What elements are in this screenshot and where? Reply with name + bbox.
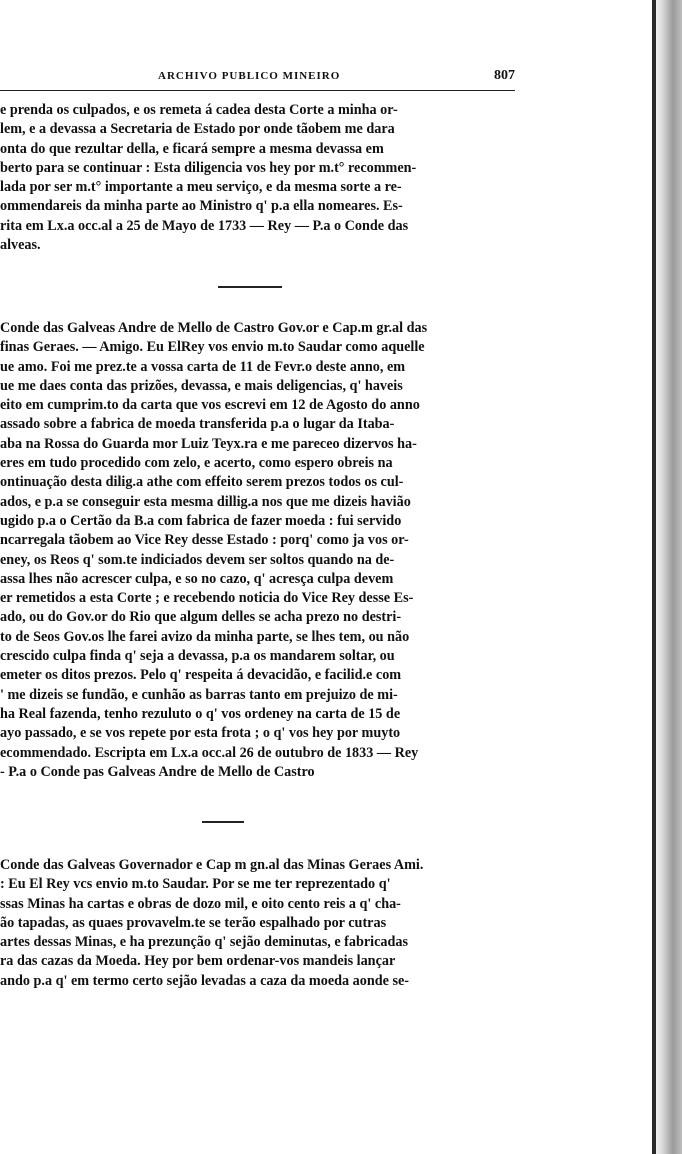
text-line: artes dessas Minas, e ha prezunção q' sejão deminutas, e fabricadas: [0, 934, 409, 951]
running-title: ARCHIVO PUBLICO MINEIRO: [158, 70, 341, 82]
text-line: ommendareis da minha parte ao Ministro q' p.a ella nomeares. Es-: [0, 198, 403, 215]
header-rule: [0, 90, 515, 91]
text-line: lada por ser m.t° importante a meu serviço, e da mesma sorte a re-: [0, 179, 402, 196]
text-line: ncarregala tãobem ao Vice Rey desse Estado : porq' como ja vos or-: [0, 532, 409, 549]
text-line: finas Geraes. — Amigo. Eu ElRey vos envio m.to Saudar como aquelle: [0, 339, 425, 356]
text-line: emeter os ditos prezos. Pelo q' respeita á devacidão, e facilid.e com: [0, 667, 402, 684]
text-line: to de Seos Gov.os lhe farei avizo da minha parte, se lhes tem, ou não: [0, 628, 410, 645]
page-number: 807: [494, 68, 515, 83]
text-line: Conde das Galveas Governador e Cap m gn.al das Minas Geraes Ami.: [0, 857, 424, 873]
section-separator: [202, 821, 244, 823]
text-line: ue me daes conta das prizões, devassa, e mais deligencias, q' haveis: [0, 377, 403, 394]
text-line: lem, e a devassa a Secretaria de Estado por onde tãobem me dara: [0, 121, 395, 138]
letter-paragraph-2: [0, 319, 516, 782]
text-line: rita em Lx.a occ.al a 25 de Mayo de 1733 — Rey — P.a o Conde das: [0, 217, 409, 234]
text-line: ado, ou do Gov.or do Rio que algum delles se acha prezo no destri-: [0, 609, 402, 626]
text-line: ados, e p.a se conseguir esta mesma dillig.a nos que me dizeis havião: [0, 493, 411, 510]
page-header: [0, 70, 515, 86]
page-edge-line: [652, 0, 656, 1154]
text-line: e prenda os culpados, e os remeta á cadea desta Corte a minha or-: [0, 102, 398, 118]
text-line: eres em tudo procedido com zelo, e acerto, como espero obreis na: [0, 455, 393, 472]
text-line: alveas.: [0, 237, 41, 254]
letter-paragraph-3: [0, 856, 516, 991]
text-line: eito em cumprim.to da carta que vos escrevi em 12 de Agosto do anno: [0, 397, 420, 414]
text-line: crescido culpa finda q' seja a devassa, p.a os mandarem soltar, ou: [0, 648, 395, 665]
text-line: assado sobre a fabrica de moeda transferida p.a o lugar da Itaba-: [0, 416, 395, 433]
text-line: : Eu El Rey vcs envio m.to Saudar. Por se me ter reprezentado q': [0, 876, 391, 893]
text-line: ha Real fazenda, tenho rezuluto o q' vos ordeney na carta de 15 de: [0, 705, 401, 722]
text-line: ra das cazas da Moeda. Hey por bem ordenar-vos mandeis lançar: [0, 953, 396, 970]
text-line: aba na Rossa do Guarda mor Luiz Teyx.ra e me pareceo dizervos ha-: [0, 435, 417, 452]
text-line: ontinuação desta dilig.a athe com effeito serem prezos todos os cul-: [0, 474, 404, 491]
text-line: ayo passado, e se vos repete por esta frota ; o q' vos hey por muyto: [0, 725, 401, 742]
text-line: berto para se continuar : Esta diligencia vos hey por m.t° recommen-: [0, 159, 417, 176]
book-gutter-shadow: [652, 0, 682, 1154]
text-line: onta do que rezultar della, e ficará sempre a mesma devassa em: [0, 140, 384, 157]
text-line: - P.a o Conde pas Galveas Andre de Mello de Castro: [0, 763, 315, 780]
text-line: er remetidos a esta Corte ; e recebendo noticia do Vice Rey desse Es-: [0, 590, 414, 607]
section-separator: [218, 286, 282, 288]
text-line: ugido p.a o Certão da B.a com fabrica de fazer moeda : fui servido: [0, 512, 402, 529]
text-line: ecommendado. Escripta em Lx.a occ.al 26 de outubro de 1833 — Rey: [0, 744, 419, 761]
text-line: Conde das Galveas Andre de Mello de Castro Gov.or e Cap.m gr.al das: [0, 320, 428, 336]
text-line: ão tapadas, as quaes provavelm.te se terão espalhado por cutras: [0, 914, 387, 931]
text-line: eney, os Reos q' som.te indiciados devem ser soltos quando na de-: [0, 551, 395, 568]
text-line: ' me dizeis se fundão, e cunhão as barras tanto em prejuizo de mi-: [0, 686, 398, 703]
letter-paragraph-1: [0, 101, 516, 255]
text-line: assa lhes não acrescer culpa, e so no cazo, q' acresça culpa devem: [0, 570, 394, 587]
text-line: ue amo. Foi me prez.te a vossa carta de 11 de Fevr.o deste anno, em: [0, 358, 406, 375]
text-line: ando p.a q' em termo certo sejão levadas a caza da moeda aonde se-: [0, 972, 410, 989]
text-line: ssas Minas ha cartas e obras de dozo mil, e oito cento reis a q' cha-: [0, 895, 401, 912]
